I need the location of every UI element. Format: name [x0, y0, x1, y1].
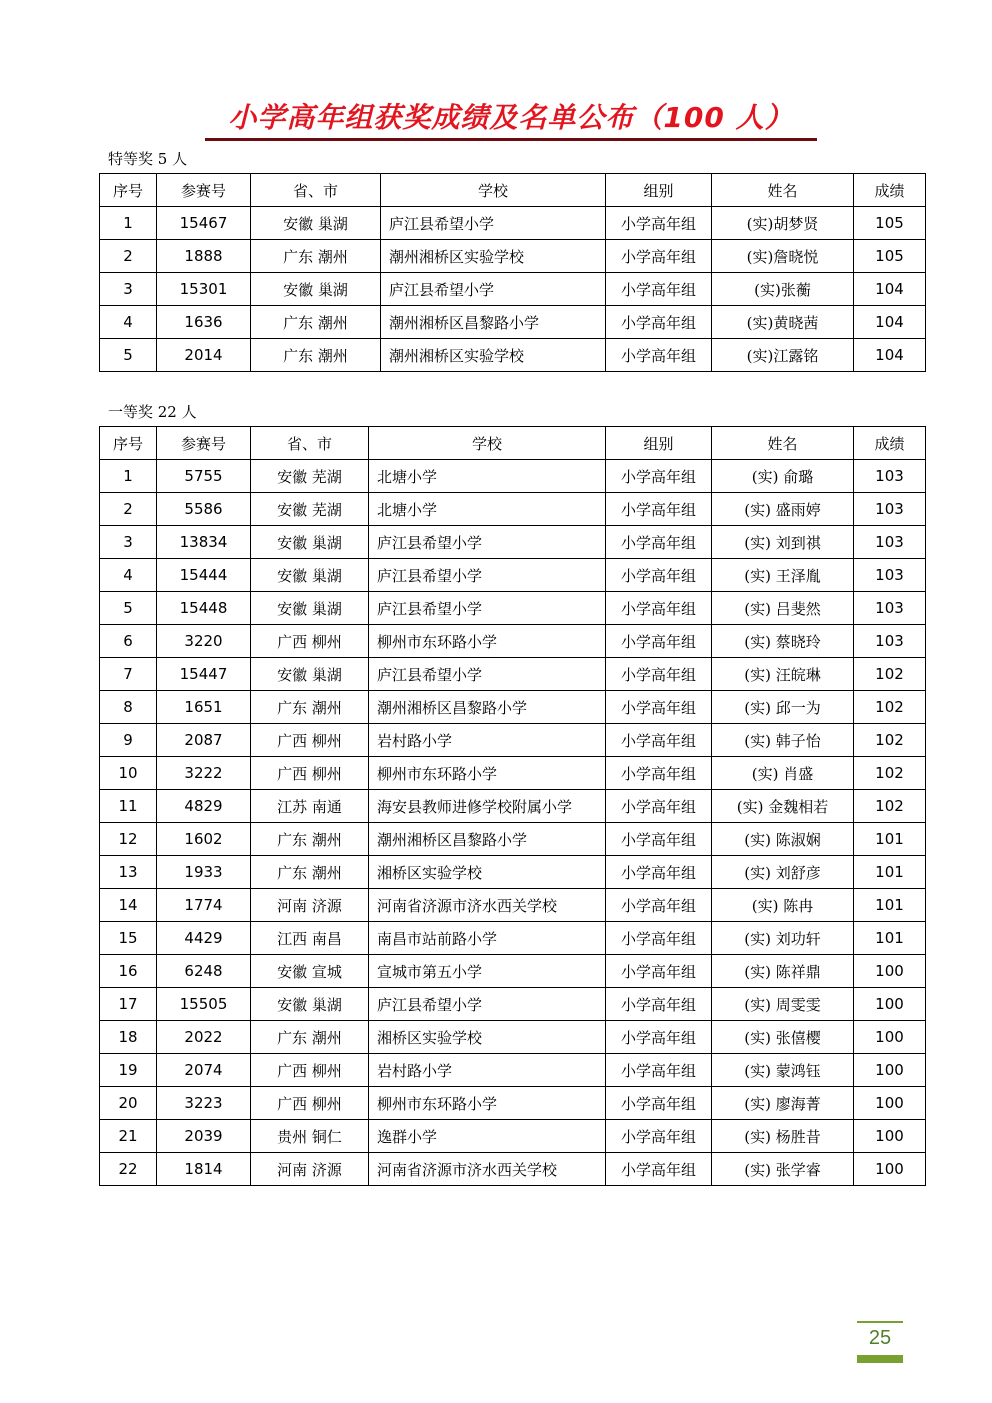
col-name: (实) 周雯雯 — [712, 988, 854, 1021]
col-score: 102 — [854, 757, 926, 790]
table-row — [100, 592, 926, 625]
col-score: 104 — [854, 273, 926, 306]
col-province-city: 广东 潮州 — [251, 691, 369, 724]
col-score: 103 — [854, 526, 926, 559]
table-row — [100, 559, 926, 592]
col-group: 小学高年组 — [606, 724, 712, 757]
col-score: 100 — [854, 1153, 926, 1186]
col-name: (实) 金魏相若 — [712, 790, 854, 823]
col-school: 北塘小学 — [369, 460, 606, 493]
col-index: 15 — [100, 922, 157, 955]
header-col-score: 成绩 — [854, 427, 926, 460]
col-index: 12 — [100, 823, 157, 856]
col-index: 13 — [100, 856, 157, 889]
col-school: 庐江县希望小学 — [369, 988, 606, 1021]
table-row — [100, 691, 926, 724]
col-index: 17 — [100, 988, 157, 1021]
col-group: 小学高年组 — [606, 1021, 712, 1054]
table-row — [100, 1120, 926, 1153]
header-col-name: 姓名 — [712, 427, 854, 460]
header-col-province-city: 省、市 — [251, 427, 369, 460]
col-group: 小学高年组 — [606, 625, 712, 658]
col-school: 南昌市站前路小学 — [369, 922, 606, 955]
header-col-name: 姓名 — [712, 174, 854, 207]
table-row — [100, 526, 926, 559]
table-row — [100, 988, 926, 1021]
col-name: (实)江露铭 — [712, 339, 854, 372]
col-score: 104 — [854, 306, 926, 339]
page-number-bar — [857, 1355, 903, 1363]
col-score: 102 — [854, 691, 926, 724]
col-score: 100 — [854, 1021, 926, 1054]
col-province-city: 广东 潮州 — [251, 306, 381, 339]
col-entry-number: 3220 — [157, 625, 251, 658]
col-name: (实)胡梦贤 — [712, 207, 854, 240]
col-school: 潮州湘桥区昌黎路小学 — [381, 306, 606, 339]
col-score: 102 — [854, 790, 926, 823]
col-entry-number: 2014 — [157, 339, 251, 372]
col-province-city: 安徽 巢湖 — [251, 658, 369, 691]
col-index: 9 — [100, 724, 157, 757]
col-name: (实) 韩子怡 — [712, 724, 854, 757]
col-province-city: 安徽 巢湖 — [251, 559, 369, 592]
col-group: 小学高年组 — [606, 273, 712, 306]
col-entry-number: 15444 — [157, 559, 251, 592]
table-row — [100, 339, 926, 372]
first-prize-label: 一等奖 22 人 — [108, 403, 197, 421]
col-group: 小学高年组 — [606, 339, 712, 372]
page-title: 小学高年组获奖成绩及名单公布（100 人） — [228, 101, 794, 134]
col-name: (实) 王泽胤 — [712, 559, 854, 592]
col-school: 柳州市东环路小学 — [369, 1087, 606, 1120]
col-group: 小学高年组 — [606, 306, 712, 339]
col-name: (实) 陈冉 — [712, 889, 854, 922]
col-score: 104 — [854, 339, 926, 372]
col-index: 3 — [100, 273, 157, 306]
col-province-city: 广西 柳州 — [251, 1087, 369, 1120]
col-index: 16 — [100, 955, 157, 988]
col-entry-number: 4429 — [157, 922, 251, 955]
page-number-top-rule — [857, 1321, 903, 1323]
col-school: 柳州市东环路小学 — [369, 757, 606, 790]
table-row — [100, 306, 926, 339]
table-row — [100, 724, 926, 757]
col-name: (实)黄晓茜 — [712, 306, 854, 339]
header-col-group: 组别 — [606, 174, 712, 207]
col-name: (实) 蔡晓玲 — [712, 625, 854, 658]
header-col-school: 学校 — [381, 174, 606, 207]
col-index: 4 — [100, 306, 157, 339]
col-province-city: 河南 济源 — [251, 889, 369, 922]
col-name: (实) 张僖樱 — [712, 1021, 854, 1054]
table-header-row — [100, 427, 926, 460]
col-group: 小学高年组 — [606, 526, 712, 559]
col-score: 101 — [854, 889, 926, 922]
table-row — [100, 757, 926, 790]
col-school: 湘桥区实验学校 — [369, 1021, 606, 1054]
col-school: 海安县教师进修学校附属小学 — [369, 790, 606, 823]
table-row — [100, 625, 926, 658]
col-school: 潮州湘桥区实验学校 — [381, 339, 606, 372]
col-school: 北塘小学 — [369, 493, 606, 526]
col-score: 103 — [854, 592, 926, 625]
col-name: (实) 廖海菁 — [712, 1087, 854, 1120]
col-school: 河南省济源市济水西关学校 — [369, 889, 606, 922]
col-index: 22 — [100, 1153, 157, 1186]
col-school: 庐江县希望小学 — [369, 559, 606, 592]
col-province-city: 安徽 巢湖 — [251, 207, 381, 240]
col-group: 小学高年组 — [606, 988, 712, 1021]
col-entry-number: 15505 — [157, 988, 251, 1021]
col-province-city: 安徽 宣城 — [251, 955, 369, 988]
col-group: 小学高年组 — [606, 207, 712, 240]
table-row — [100, 240, 926, 273]
col-group: 小学高年组 — [606, 592, 712, 625]
col-name: (实) 刘舒彦 — [712, 856, 854, 889]
col-score: 105 — [854, 240, 926, 273]
col-entry-number: 15447 — [157, 658, 251, 691]
col-name: (实) 陈祥鼎 — [712, 955, 854, 988]
col-entry-number: 5755 — [157, 460, 251, 493]
col-group: 小学高年组 — [606, 559, 712, 592]
col-score: 103 — [854, 493, 926, 526]
col-province-city: 广东 潮州 — [251, 856, 369, 889]
col-province-city: 广东 潮州 — [251, 1021, 369, 1054]
col-index: 21 — [100, 1120, 157, 1153]
col-index: 19 — [100, 1054, 157, 1087]
table-row — [100, 1153, 926, 1186]
col-name: (实) 盛雨婷 — [712, 493, 854, 526]
col-entry-number: 15467 — [157, 207, 251, 240]
col-score: 101 — [854, 922, 926, 955]
col-group: 小学高年组 — [606, 955, 712, 988]
col-index: 7 — [100, 658, 157, 691]
col-name: (实) 刘到祺 — [712, 526, 854, 559]
col-school: 庐江县希望小学 — [369, 526, 606, 559]
col-name: (实)张蘅 — [712, 273, 854, 306]
col-name: (实) 张学睿 — [712, 1153, 854, 1186]
col-province-city: 安徽 巢湖 — [251, 273, 381, 306]
col-province-city: 安徽 巢湖 — [251, 988, 369, 1021]
col-name: (实) 汪皖琳 — [712, 658, 854, 691]
col-entry-number: 1814 — [157, 1153, 251, 1186]
col-index: 8 — [100, 691, 157, 724]
col-entry-number: 2039 — [157, 1120, 251, 1153]
col-score: 103 — [854, 460, 926, 493]
col-score: 100 — [854, 1120, 926, 1153]
col-group: 小学高年组 — [606, 922, 712, 955]
col-group: 小学高年组 — [606, 889, 712, 922]
col-entry-number: 2022 — [157, 1021, 251, 1054]
title-underline — [205, 138, 817, 141]
table-row — [100, 856, 926, 889]
col-group: 小学高年组 — [606, 1120, 712, 1153]
col-entry-number: 13834 — [157, 526, 251, 559]
col-province-city: 广西 柳州 — [251, 724, 369, 757]
col-group: 小学高年组 — [606, 757, 712, 790]
col-school: 潮州湘桥区昌黎路小学 — [369, 691, 606, 724]
col-province-city: 安徽 巢湖 — [251, 592, 369, 625]
col-group: 小学高年组 — [606, 460, 712, 493]
col-name: (实) 俞璐 — [712, 460, 854, 493]
col-index: 3 — [100, 526, 157, 559]
col-score: 101 — [854, 856, 926, 889]
first-prize-table — [99, 426, 926, 1186]
col-school: 逸群小学 — [369, 1120, 606, 1153]
page-number: 25 — [868, 1327, 892, 1349]
col-group: 小学高年组 — [606, 790, 712, 823]
header-col-group: 组别 — [606, 427, 712, 460]
col-index: 6 — [100, 625, 157, 658]
col-province-city: 广东 潮州 — [251, 339, 381, 372]
header-col-index: 序号 — [100, 427, 157, 460]
col-province-city: 江苏 南通 — [251, 790, 369, 823]
col-name: (实) 蒙鸿钰 — [712, 1054, 854, 1087]
col-entry-number: 1636 — [157, 306, 251, 339]
col-province-city: 广西 柳州 — [251, 757, 369, 790]
table-row — [100, 207, 926, 240]
col-group: 小学高年组 — [606, 856, 712, 889]
header-col-entry-number: 参赛号 — [157, 427, 251, 460]
table-row — [100, 1087, 926, 1120]
col-school: 庐江县希望小学 — [381, 207, 606, 240]
col-group: 小学高年组 — [606, 1153, 712, 1186]
col-name: (实) 吕斐然 — [712, 592, 854, 625]
col-index: 4 — [100, 559, 157, 592]
col-entry-number: 1651 — [157, 691, 251, 724]
col-score: 100 — [854, 1054, 926, 1087]
col-school: 潮州湘桥区实验学校 — [381, 240, 606, 273]
col-score: 103 — [854, 625, 926, 658]
col-province-city: 河南 济源 — [251, 1153, 369, 1186]
col-entry-number: 15448 — [157, 592, 251, 625]
special-prize-label: 特等奖 5 人 — [108, 150, 188, 168]
col-entry-number: 4829 — [157, 790, 251, 823]
table-row — [100, 922, 926, 955]
col-index: 5 — [100, 339, 157, 372]
header-col-index: 序号 — [100, 174, 157, 207]
col-index: 2 — [100, 240, 157, 273]
col-group: 小学高年组 — [606, 240, 712, 273]
col-entry-number: 1933 — [157, 856, 251, 889]
col-school: 潮州湘桥区昌黎路小学 — [369, 823, 606, 856]
col-group: 小学高年组 — [606, 1087, 712, 1120]
col-entry-number: 3223 — [157, 1087, 251, 1120]
col-province-city: 安徽 芜湖 — [251, 460, 369, 493]
col-province-city: 广西 柳州 — [251, 1054, 369, 1087]
table-header-row — [100, 174, 926, 207]
col-entry-number: 1602 — [157, 823, 251, 856]
special-prize-table — [99, 173, 926, 372]
header-col-school: 学校 — [369, 427, 606, 460]
col-index: 18 — [100, 1021, 157, 1054]
col-score: 102 — [854, 658, 926, 691]
table-row — [100, 790, 926, 823]
col-index: 11 — [100, 790, 157, 823]
col-group: 小学高年组 — [606, 493, 712, 526]
col-school: 岩村路小学 — [369, 1054, 606, 1087]
col-school: 庐江县希望小学 — [369, 658, 606, 691]
table-row — [100, 1054, 926, 1087]
table-row — [100, 273, 926, 306]
table-row — [100, 889, 926, 922]
col-group: 小学高年组 — [606, 1054, 712, 1087]
col-group: 小学高年组 — [606, 691, 712, 724]
col-score: 105 — [854, 207, 926, 240]
col-index: 1 — [100, 207, 157, 240]
table-row — [100, 955, 926, 988]
col-name: (实) 刘功轩 — [712, 922, 854, 955]
col-name: (实) 肖盛 — [712, 757, 854, 790]
col-index: 2 — [100, 493, 157, 526]
table-row — [100, 1021, 926, 1054]
col-entry-number: 5586 — [157, 493, 251, 526]
col-province-city: 广东 潮州 — [251, 823, 369, 856]
col-name: (实) 邱一为 — [712, 691, 854, 724]
col-score: 100 — [854, 988, 926, 1021]
col-index: 14 — [100, 889, 157, 922]
col-school: 庐江县希望小学 — [381, 273, 606, 306]
col-school: 河南省济源市济水西关学校 — [369, 1153, 606, 1186]
col-school: 柳州市东环路小学 — [369, 625, 606, 658]
header-col-score: 成绩 — [854, 174, 926, 207]
col-school: 庐江县希望小学 — [369, 592, 606, 625]
col-school: 湘桥区实验学校 — [369, 856, 606, 889]
col-entry-number: 3222 — [157, 757, 251, 790]
col-name: (实)詹晓悦 — [712, 240, 854, 273]
col-score: 100 — [854, 1087, 926, 1120]
header-col-province-city: 省、市 — [251, 174, 381, 207]
col-entry-number: 2074 — [157, 1054, 251, 1087]
col-entry-number: 1774 — [157, 889, 251, 922]
col-province-city: 广西 柳州 — [251, 625, 369, 658]
col-score: 103 — [854, 559, 926, 592]
col-entry-number: 15301 — [157, 273, 251, 306]
col-entry-number: 2087 — [157, 724, 251, 757]
col-index: 20 — [100, 1087, 157, 1120]
table-row — [100, 493, 926, 526]
col-index: 10 — [100, 757, 157, 790]
col-index: 1 — [100, 460, 157, 493]
col-name: (实) 杨胜昔 — [712, 1120, 854, 1153]
col-entry-number: 1888 — [157, 240, 251, 273]
table-row — [100, 658, 926, 691]
col-index: 5 — [100, 592, 157, 625]
col-province-city: 江西 南昌 — [251, 922, 369, 955]
col-group: 小学高年组 — [606, 658, 712, 691]
col-province-city: 广东 潮州 — [251, 240, 381, 273]
header-col-entry-number: 参赛号 — [157, 174, 251, 207]
col-score: 102 — [854, 724, 926, 757]
col-province-city: 安徽 巢湖 — [251, 526, 369, 559]
col-score: 100 — [854, 955, 926, 988]
col-group: 小学高年组 — [606, 823, 712, 856]
col-school: 岩村路小学 — [369, 724, 606, 757]
col-school: 宣城市第五小学 — [369, 955, 606, 988]
col-name: (实) 陈淑娴 — [712, 823, 854, 856]
col-province-city: 安徽 芜湖 — [251, 493, 369, 526]
col-score: 101 — [854, 823, 926, 856]
table-row — [100, 460, 926, 493]
table-row — [100, 823, 926, 856]
col-province-city: 贵州 铜仁 — [251, 1120, 369, 1153]
col-entry-number: 6248 — [157, 955, 251, 988]
